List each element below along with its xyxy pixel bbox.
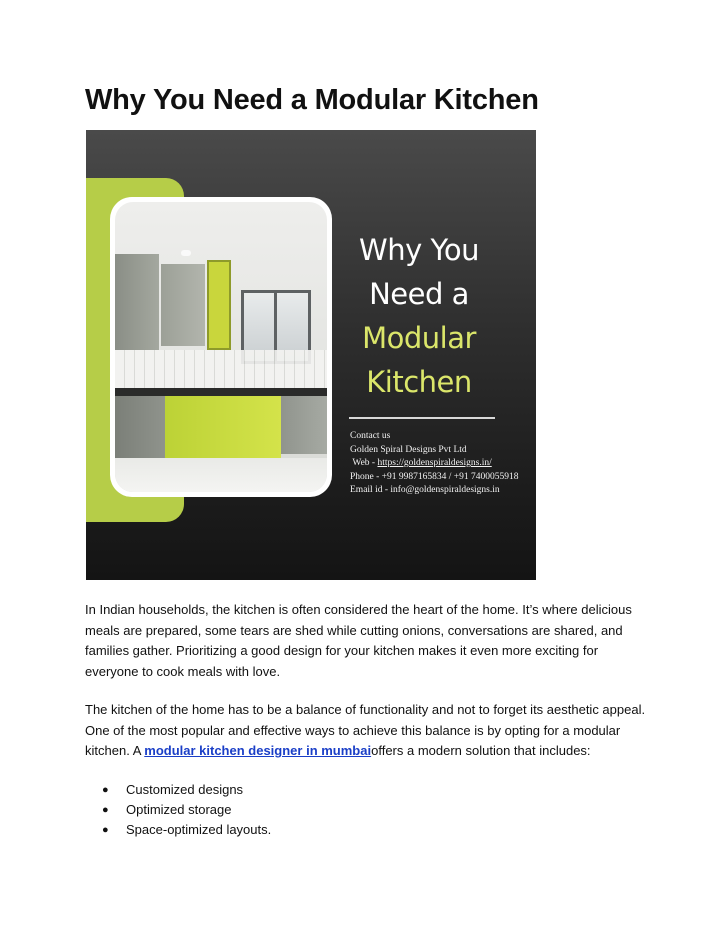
upper-cabinet-mid [161, 264, 205, 346]
web-link: https://goldenspiraldesigns.in/ [377, 458, 492, 468]
benefits-list [85, 780, 271, 840]
balance-paragraph [85, 700, 655, 762]
company-name: Golden Spiral Designs Pvt Ltd [350, 444, 467, 455]
headline-line-3: Modular [362, 321, 476, 355]
banner-image [86, 130, 536, 580]
contact-block [350, 430, 519, 498]
headline-line-1: Why You [359, 233, 479, 267]
paragraph2-text-before: The kitchen of the home has to be a balance of functionality and not to forget its aesthetic appeal. One of the most popular and effective ways to achieve this balance is by opting for a modular kitchen. A [85, 702, 646, 758]
modular-kitchen-designer-link[interactable]: modular kitchen designer in mumbai [144, 743, 372, 758]
banner-headline [339, 228, 499, 404]
web-line [350, 457, 519, 471]
lower-cabinet-right [281, 396, 327, 454]
paragraph2-text-after: offers a modern solution that includes: [371, 743, 591, 758]
bullet-icon: ● [102, 784, 109, 796]
email-line: Email id - info@goldenspiraldesigns.in [350, 485, 500, 495]
list-item [85, 820, 271, 840]
headline-line-4: Kitchen [366, 365, 472, 399]
banner-divider [349, 417, 495, 419]
countertop [115, 388, 327, 396]
lower-cabinet-yellow [165, 396, 281, 458]
page-title: Why You Need a Modular Kitchen [85, 84, 539, 116]
web-prefix: Web - [352, 458, 378, 468]
intro-paragraph: In Indian households, the kitchen is often considered the heart of the home. It’s where delicious meals are prepared, some tears are shed while cutting onions, conversations are shared, and families gather. Prioritizing a good design for your kitchen makes it even more exciting for everyone to cook meals with love. [85, 602, 632, 679]
upper-cabinet-left [115, 254, 159, 350]
kitchen-photo [115, 202, 327, 492]
phone-line: Phone - +91 9987165834 / +91 7400055918 [350, 471, 519, 482]
list-item-text: Space-optimized layouts. [126, 822, 272, 837]
bullet-icon: ● [102, 824, 109, 836]
list-item-text: Customized designs [126, 782, 244, 797]
kitchen-photo-frame [110, 197, 332, 497]
bullet-icon: ● [102, 804, 109, 816]
headline-line-2: Need a [369, 277, 469, 311]
floor [115, 458, 327, 492]
list-item [85, 800, 271, 820]
tile-backsplash [115, 350, 327, 388]
contact-heading: Contact us [350, 431, 391, 441]
lower-cabinet-grey [115, 396, 165, 466]
ceiling-light [181, 250, 191, 256]
glass-cabinet [207, 260, 231, 350]
list-item-text: Optimized storage [126, 802, 232, 817]
list-item [85, 780, 271, 800]
